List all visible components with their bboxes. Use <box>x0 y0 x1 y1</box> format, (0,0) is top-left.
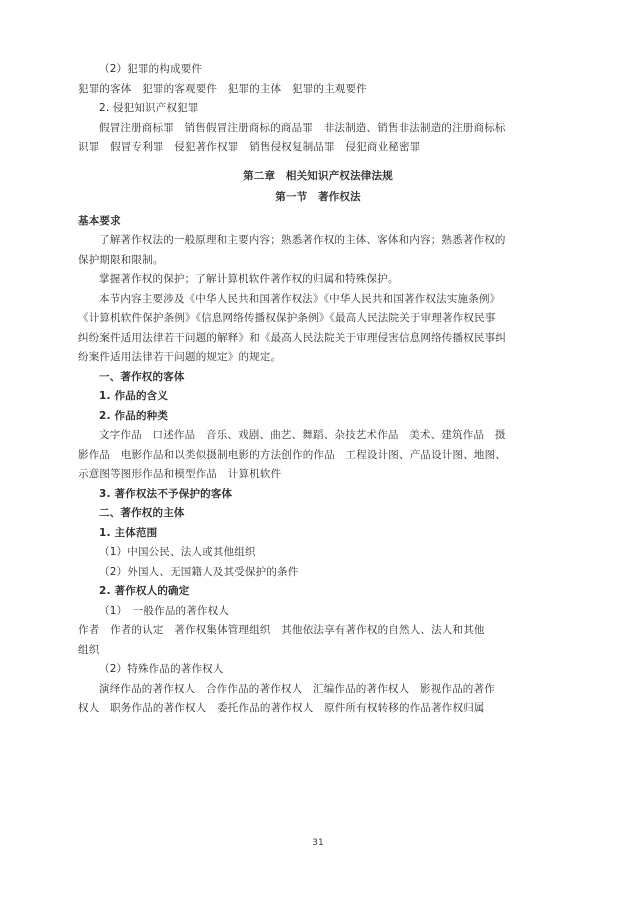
text-line: 本节内容主要涉及《中华人民共和国著作权法》《中华人民共和国著作权法实施条例》 <box>99 292 501 305</box>
text-line: 文字作品 口述作品 音乐、戏剧、曲艺、舞蹈、杂技艺术作品 美术、建筑作品 摄 <box>99 429 506 441</box>
text-line: 犯罪的客体 犯罪的客观要件 犯罪的主体 犯罪的主观要件 <box>78 82 367 95</box>
text-line: 演绎作品的著作权人 合作作品的著作权人 汇编作品的著作权人 影视作品的著作 <box>99 682 495 695</box>
text-line: 纷案件适用法律若干问题的规定》的规定。 <box>78 351 282 363</box>
text-line: 保护期限和限制。 <box>78 253 164 266</box>
text-line: 识罪 假冒专利罪 侵犯著作权罪 销售侵权复制品罪 侵犯商业秘密罪 <box>78 141 421 153</box>
list-heading: 1. 作品的含义 <box>99 390 169 402</box>
text-line: 作者 作者的认定 著作权集体管理组织 其他依法享有著作权的自然人、法人和其他 <box>78 624 485 636</box>
text-line: 示意图等图形作品和模型作品 计算机软件 <box>78 468 282 480</box>
text-line: 了解著作权法的一般原理和主要内容；熟悉著作权的主体、客体和内容；熟悉著作权的 <box>99 234 506 246</box>
text-line: （2）犯罪的构成要件 <box>99 63 203 75</box>
text-line: 权人 职务作品的著作权人 委托作品的著作权人 原件所有权转移的作品著作权归属 <box>78 702 485 714</box>
text-line: （2）特殊作品的著作权人 <box>99 663 224 675</box>
text-line: （1）中国公民、法人或其他组织 <box>99 546 256 558</box>
text-line: 组织 <box>78 643 100 656</box>
list-heading: 1. 主体范围 <box>99 526 158 539</box>
text-line: 2. 侵犯知识产权犯罪 <box>99 102 199 114</box>
chapter-heading: 第二章 相关知识产权法律法规 <box>243 169 393 182</box>
list-heading: 3. 著作权法不予保护的客体 <box>99 487 233 500</box>
page-body-text <box>78 60 558 719</box>
subheading-basic-requirements: 基本要求 <box>78 214 121 227</box>
text-line: 《计算机软件保护条例》《信息网络传播权保护条例》《最高人民法院关于审理著作权民事 <box>78 312 496 324</box>
list-heading: 2. 作品的种类 <box>99 409 169 422</box>
text-line: 影作品 电影作品和以类似摄制电影的方法创作的作品 工程设计图、产品设计图、地图、 <box>78 448 506 461</box>
text-line: 纠纷案件适用法律若干问题的解释》和《最高人民法院关于审理侵害信息网络传播权民事纠 <box>78 331 506 344</box>
list-heading: 2. 著作权人的确定 <box>99 585 190 597</box>
list-heading: 一、著作权的客体 <box>99 370 185 383</box>
text-line: 假冒注册商标罪 销售假冒注册商标的商品罪 非法制造、销售非法制造的注册商标标 <box>99 121 506 134</box>
page-number: 31 <box>312 838 324 848</box>
section-heading: 第一节 著作权法 <box>275 191 361 203</box>
text-line: （2）外国人、无国籍人及其受保护的条件 <box>99 565 299 578</box>
text-line: 掌握著作权的保护；了解计算机软件著作权的归属和特殊保护。 <box>99 273 399 285</box>
list-heading: 二、著作权的主体 <box>99 507 185 519</box>
text-line: （1） 一般作品的著作权人 <box>99 604 230 617</box>
